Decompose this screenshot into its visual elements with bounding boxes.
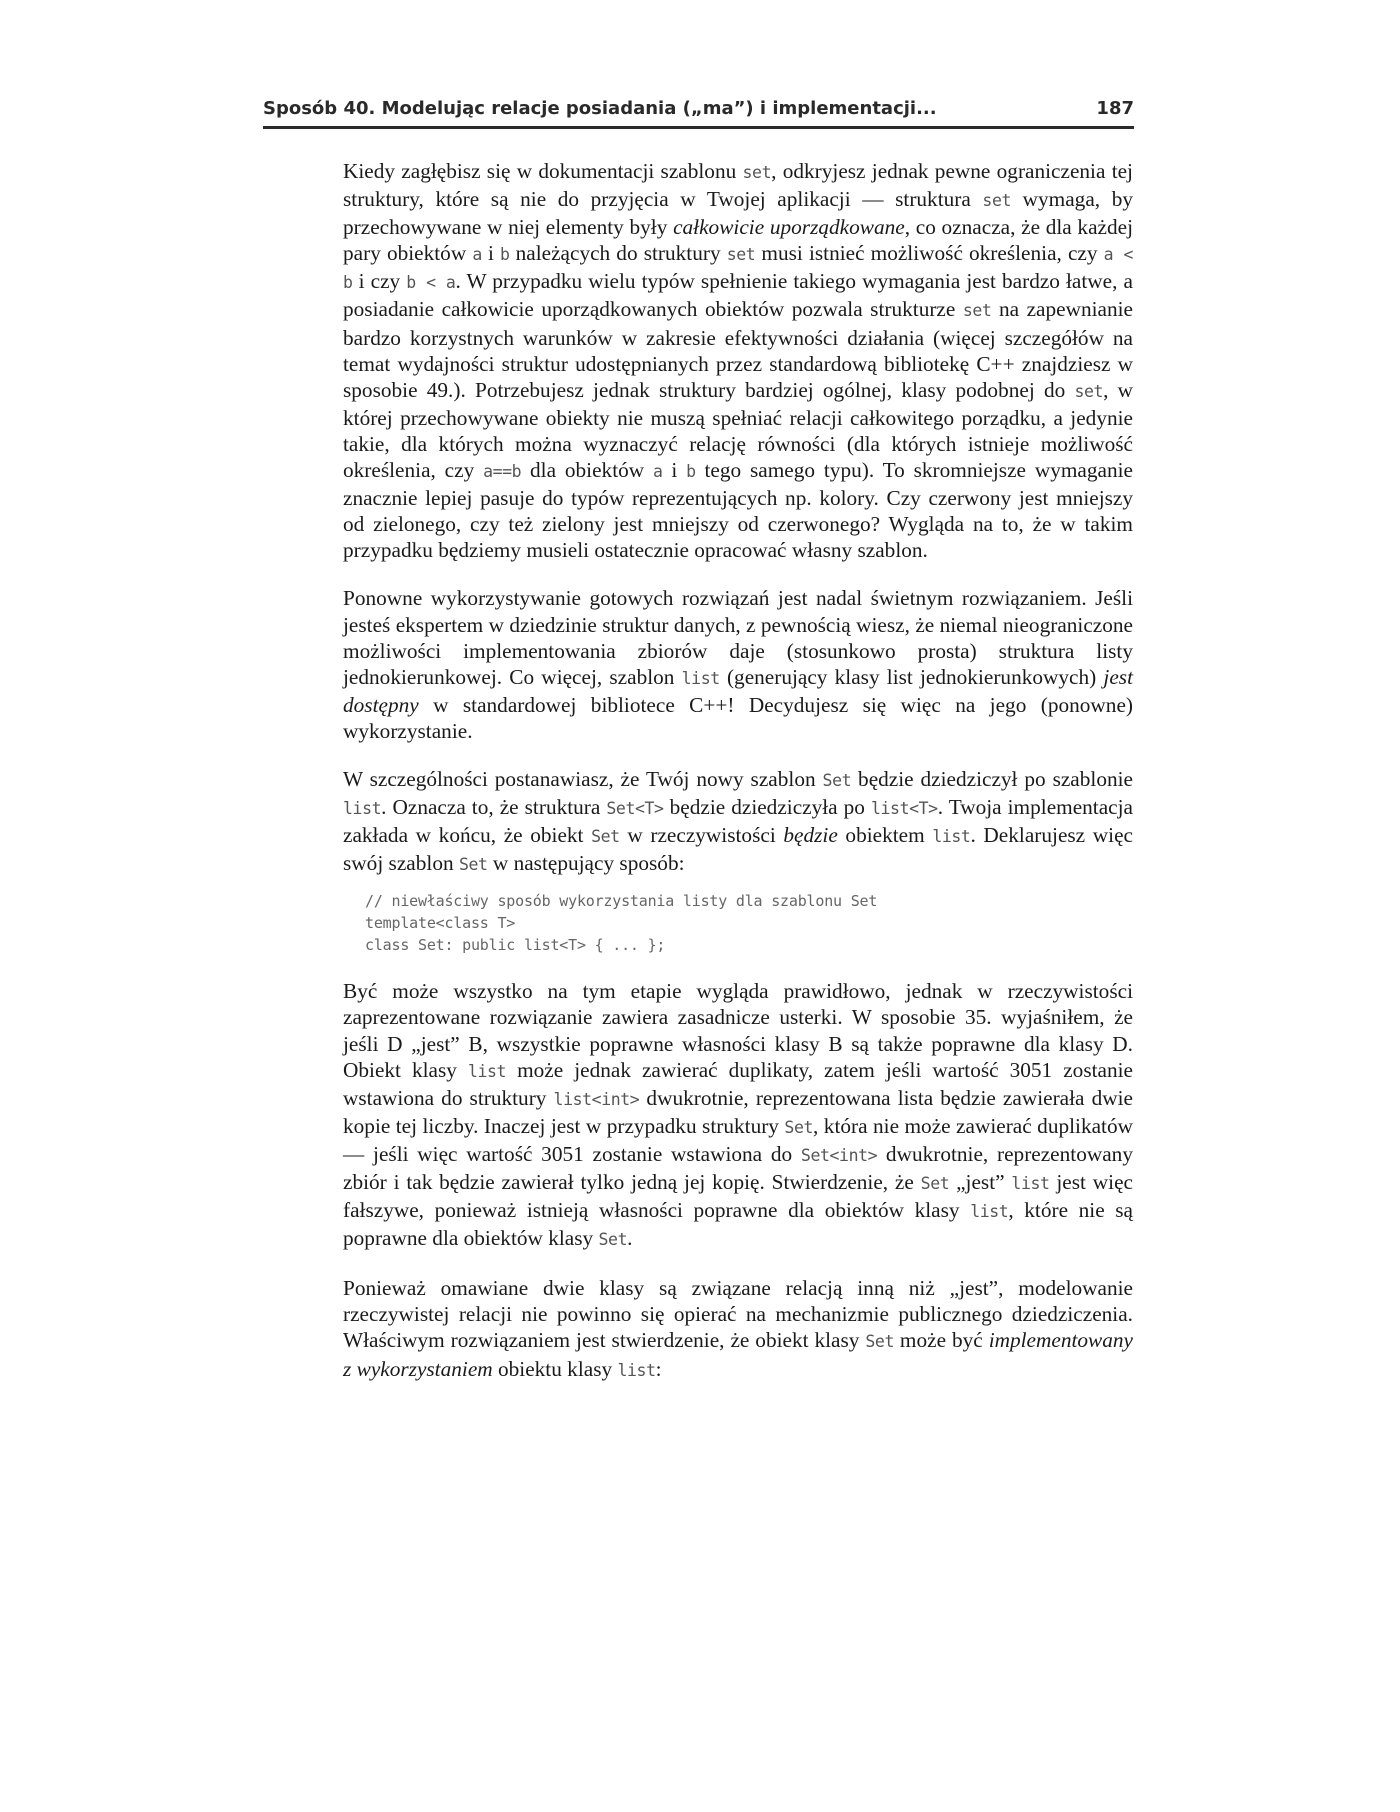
text-run: obiektem: [837, 823, 933, 848]
code-line: class Set: public list<T> { ... };: [365, 936, 666, 955]
text-run: dla obiektów: [521, 458, 653, 483]
code-inline: list: [617, 1360, 656, 1380]
text-run: i: [481, 241, 500, 266]
code-inline: Set<int>: [800, 1145, 878, 1165]
text-run: tego samego typu). To skromniejsze wymaganie znacznie lepiej pasuje do typów reprezentujących np. kolory. Czy czerwony jest mniejszy od zielonego, czy też zielony jest mniejszy od czerwonego? Wygląda na to, że w takim przypadku będziemy musieli ostatecznie opracować własny szablon.: [343, 458, 1133, 563]
code-inline: list: [467, 1061, 507, 1081]
text-run: . Oznacza to, że struktura: [381, 795, 607, 820]
code-inline: Set: [458, 855, 488, 875]
code-inline: set: [982, 191, 1012, 211]
text-run: . Twoja implementacja zakłada w końcu, że obiekt: [343, 795, 1134, 848]
text-run: dwukrotnie, reprezentowany zbiór i tak będzie zawierał tylko jedną jej kopię. Stwierdzenie, że: [343, 1141, 1133, 1194]
paragraph-2: [343, 585, 1133, 744]
text-run: będzie dziedziczyła po: [663, 795, 871, 820]
running-header: [263, 96, 1134, 129]
text-run: będzie dziedziczył po szablonie: [851, 766, 1133, 791]
code-inline: a==b: [483, 462, 522, 482]
text-run: na zapewnianie bardzo korzystnych warunków w zakresie efektywności działania (więcej szczegółów na temat wydajności struktur udostępnianych przez standardową bibliotekę C++ znajdziesz w sposobie 49.). Potrzebujesz jednak struktury bardziej ogólnej, klasy podobnej do: [343, 297, 1134, 402]
code-inline: Set: [591, 827, 620, 847]
code-inline: Set: [865, 1332, 894, 1352]
code-inline: list: [1011, 1174, 1050, 1193]
text-run: obiektu klasy: [492, 1356, 618, 1381]
paragraph-3: [343, 766, 1133, 878]
code-inline: b: [499, 245, 510, 265]
code-inline: b < a: [406, 273, 456, 293]
code-line: template<class T>: [365, 914, 516, 933]
text-run: Być może wszystko na tym etapie wygląda prawidłowo, jednak w rzeczywistości zaprezentowane rozwiązanie zawiera zasadnicze usterki. W sposobie 35. wyjaśniłem, że jeśli D „jest” B, wszystkie poprawne własności klasy B są także poprawne dla klasy D. Obiekt klasy: [343, 979, 1133, 1082]
text-run: , w której przechowywane obiekty nie muszą spełniać relacji całkowitego porządku, a jedynie takie, dla których można wyznaczyć relację równości (dla których istnieje możliwość określenia, czy: [343, 377, 1133, 483]
text-run: jest więc fałszywe, ponieważ istnieją własności poprawne dla obiektów klasy: [343, 1170, 1133, 1223]
code-inline: a: [472, 245, 482, 265]
text-run: wymaga, by przechowywane w niej elementy były: [343, 187, 1133, 240]
code-inline: list: [343, 799, 382, 819]
text-run: :: [655, 1356, 662, 1381]
text-run: należących do struktury: [509, 241, 727, 266]
code-inline: list<T>: [870, 799, 938, 819]
code-inline: b: [686, 462, 696, 482]
text-run: Ponowne wykorzystywanie gotowych rozwiązań jest nadal świetnym rozwiązaniem. Jeśli jesteś ekspertem w dziedzinie struktur danych, z pewnością wiesz, że niemal nieograniczone możliwości implementowania zbiorów daje (stosunkowo prosta) struktura listy jednokierunkowej. Co więcej, szablon: [343, 586, 1133, 689]
code-inline: a < b: [343, 245, 1133, 293]
code-inline: list: [932, 827, 971, 847]
body-text: [343, 158, 1133, 1406]
text-run: W szczególności postanawiasz, że Twój nowy szablon: [343, 766, 823, 791]
text-run: musi istnieć możliwość określenia, czy: [755, 241, 1104, 266]
text-run: Ponieważ omawiane dwie klasy są związane relacją inną niż „jest”, modelowanie rzeczywistej relacji nie powinno się opierać na mechanizmie publicznego dziedziczenia. Właściwym rozwiązaniem jest stwierdzenie, że obiekt klasy: [343, 1276, 1133, 1353]
code-inline: set: [1074, 381, 1104, 401]
code-inline: a: [652, 462, 663, 482]
text-run: Kiedy zagłębisz się w dokumentacji szablonu: [343, 159, 743, 183]
text-run: w standardowej bibliotece C++! Decydujesz się więc na jego (ponowne) wykorzystanie.: [343, 692, 1133, 743]
code-inline: Set: [784, 1117, 814, 1137]
text-run: , odkryjesz jednak pewne ograniczenia tej struktury, które są nie do przyjęcia w Twojej aplikacji — struktura: [343, 159, 1133, 212]
text-run: dwukrotnie, reprezentowana lista będzie zawierała dwie kopie tej liczby. Inaczej jest w przypadku struktury: [343, 1085, 1133, 1138]
text-run: „jest”: [949, 1170, 1012, 1194]
paragraph-1: [343, 158, 1133, 563]
code-inline: Set: [598, 1230, 628, 1250]
code-inline: Set: [822, 770, 852, 790]
text-run: , co oznacza, że dla każdej pary obiektów: [343, 215, 1133, 266]
code-inline: set: [726, 245, 756, 265]
code-inline: Set: [920, 1174, 950, 1193]
text-run: , które nie są poprawne dla obiektów klasy: [343, 1198, 1133, 1251]
code-inline: set: [742, 163, 772, 182]
text-run: w następujący sposób:: [487, 851, 685, 876]
code-inline: set: [962, 301, 992, 321]
emphasis: jest dostępny: [343, 664, 1133, 717]
text-run: może jednak zawierać duplikaty, zatem jeśli wartość 3051 zostanie wstawiona do struktury: [343, 1057, 1133, 1110]
text-run: .: [627, 1226, 633, 1251]
text-run: , która nie może zawierać duplikatów — jeśli więc wartość 3051 zostanie wstawiona do: [343, 1113, 1133, 1166]
paragraph-5: [343, 1275, 1133, 1383]
emphasis: całkowicie uporządkowane: [673, 215, 905, 240]
text-run: . W przypadku wielu typów spełnienie takiego wymagania jest bardzo łatwe, a posiadanie całkowicie uporządkowanych obiektów pozwala strukturze: [343, 269, 1133, 322]
code-inline: list<int>: [553, 1089, 640, 1109]
paragraph-4: [343, 978, 1133, 1253]
page-number: 187: [1096, 98, 1134, 119]
text-run: w rzeczywistości: [619, 823, 784, 848]
code-inline: Set<T>: [606, 799, 664, 819]
emphasis: implementowany z wykorzystaniem: [343, 1328, 1134, 1381]
running-header-title: Sposób 40. Modelując relacje posiadania („ma”) i implementacji...: [263, 98, 937, 119]
code-inline: list: [681, 668, 720, 688]
code-line: // niewłaściwy sposób wykorzystania listy dla szablonu Set: [365, 892, 878, 911]
emphasis: będzie: [783, 823, 838, 848]
text-run: może być: [893, 1328, 989, 1353]
text-run: i czy: [352, 269, 407, 294]
text-run: i: [662, 458, 687, 483]
code-block: [365, 890, 1133, 956]
code-inline: list: [970, 1202, 1009, 1222]
text-run: (generujący klasy list jednokierunkowych): [719, 664, 1104, 689]
text-run: . Deklarujesz więc swój szablon: [343, 823, 1133, 876]
